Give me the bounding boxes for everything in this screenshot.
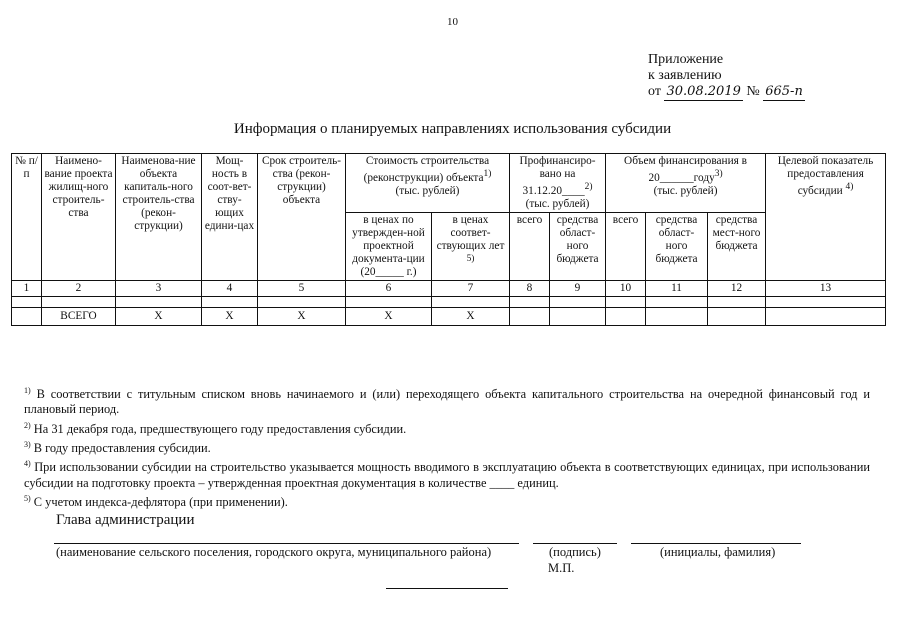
x-mark: Х [346,307,432,325]
header-indicator: Целевой показатель предоставления субсидии $^{4)}$ [766,154,886,281]
column-number-row [12,280,886,296]
signature-caption: (подпись) [549,545,601,559]
appendix-line1: Приложение [648,52,724,67]
col-num: 3 [116,280,202,296]
footnote-1: $^{1)}$ В соответствии с титульным списком вновь начинаемого и (или) переходящего объекта капитального строительства на очередной финансовый год и плановый период. [24,386,870,417]
col-num: 4 [202,280,258,296]
footnote-2: $^{2)}$ На 31 декабря года, предшествующего году предоставления субсидии. [24,420,407,436]
col-num: 9 [550,280,606,296]
footnote-5: $^{5)}$ С учетом индекса-дефлятора (при применении). [24,493,288,509]
header-capacity: Мощ-ность в соот-вет-ству-ющих едини-цах [202,154,258,281]
header-row-1 [12,154,886,213]
header-volume-regional: средства област-ного бюджета [646,212,708,280]
col-num: 6 [346,280,432,296]
col-num: 5 [258,280,346,296]
municipality-caption: (наименование сельского поселения, городского округа, муниципального района) [56,545,492,559]
footnote-3: $^{3)}$ В году предоставления субсидии. [24,439,211,455]
name-line [631,543,801,544]
header-object: Наименова-ние объекта капиталь-ного строитель-ства (рекон-струкции) [116,154,202,281]
appendix-line3 [648,84,805,101]
header-volume-total: всего [606,212,646,280]
appendix-line2: к заявлению [648,68,722,83]
page-number: 10 [447,16,458,28]
header-cost-years: в ценах соответ-ствующих лет $^{5)}$ [432,212,510,280]
municipality-line [54,543,519,544]
col-num: 7 [432,280,510,296]
col-num: 12 [708,280,766,296]
appendix-date: 30.08.2019 [666,84,741,99]
header-financed: Профинансиро-вано на 31.12.20____$^{2)}$ (тыс. рублей) [510,154,606,213]
empty-row [12,296,886,307]
header-volume-local: средства мест-ного бюджета [708,212,766,280]
x-mark: Х [432,307,510,325]
x-mark: Х [116,307,202,325]
x-mark: Х [258,307,346,325]
head-of-administration: Глава администрации [56,512,195,528]
signature-line [533,543,617,544]
stamp-label: М.П. [548,561,575,575]
header-financed-total: всего [510,212,550,280]
x-mark: Х [202,307,258,325]
col-num: 13 [766,280,886,296]
col-num: 8 [510,280,550,296]
appendix-number-label: № [746,84,760,99]
col-num: 2 [42,280,116,296]
col-num: 10 [606,280,646,296]
header-financed-regional: средства област-ного бюджета [550,212,606,280]
header-num: № п/п [12,154,42,281]
header-project: Наимено-вание проекта жилищ-ного строитель-ства [42,154,116,281]
bottom-line [386,588,508,589]
name-caption: (инициалы, фамилия) [660,545,776,559]
total-row [12,307,886,325]
footnotes [24,383,870,510]
header-cost: Стоимость строительства (реконструкции) объекта$^{1)}$ (тыс. рублей) [346,154,510,213]
total-label: ВСЕГО [42,307,116,325]
header-cost-doc: в ценах по утвержден-ной проектной документа-ции (20_____ г.) [346,212,432,280]
appendix-number: 665-п [765,84,803,99]
appendix-prefix: от [648,84,661,99]
header-volume: Объем финансирования в 20______году$^{3)}$ (тыс. рублей) [606,154,766,213]
col-num: 11 [646,280,708,296]
appendix-block [648,52,805,101]
header-term: Срок строитель-ства (рекон-струкции) объекта [258,154,346,281]
document-title: Информация о планируемых направлениях использования субсидии [233,121,672,137]
footnote-4: $^{4)}$ При использовании субсидии на строительство указывается мощность вводимого в эксплуатацию объекта в соответствующих единицах, при использовании субсидии на подготовку проекта – утвержденная проектная документация в количестве ____ единиц. [24,459,870,490]
col-num: 1 [12,280,42,296]
subsidy-table [11,153,886,326]
